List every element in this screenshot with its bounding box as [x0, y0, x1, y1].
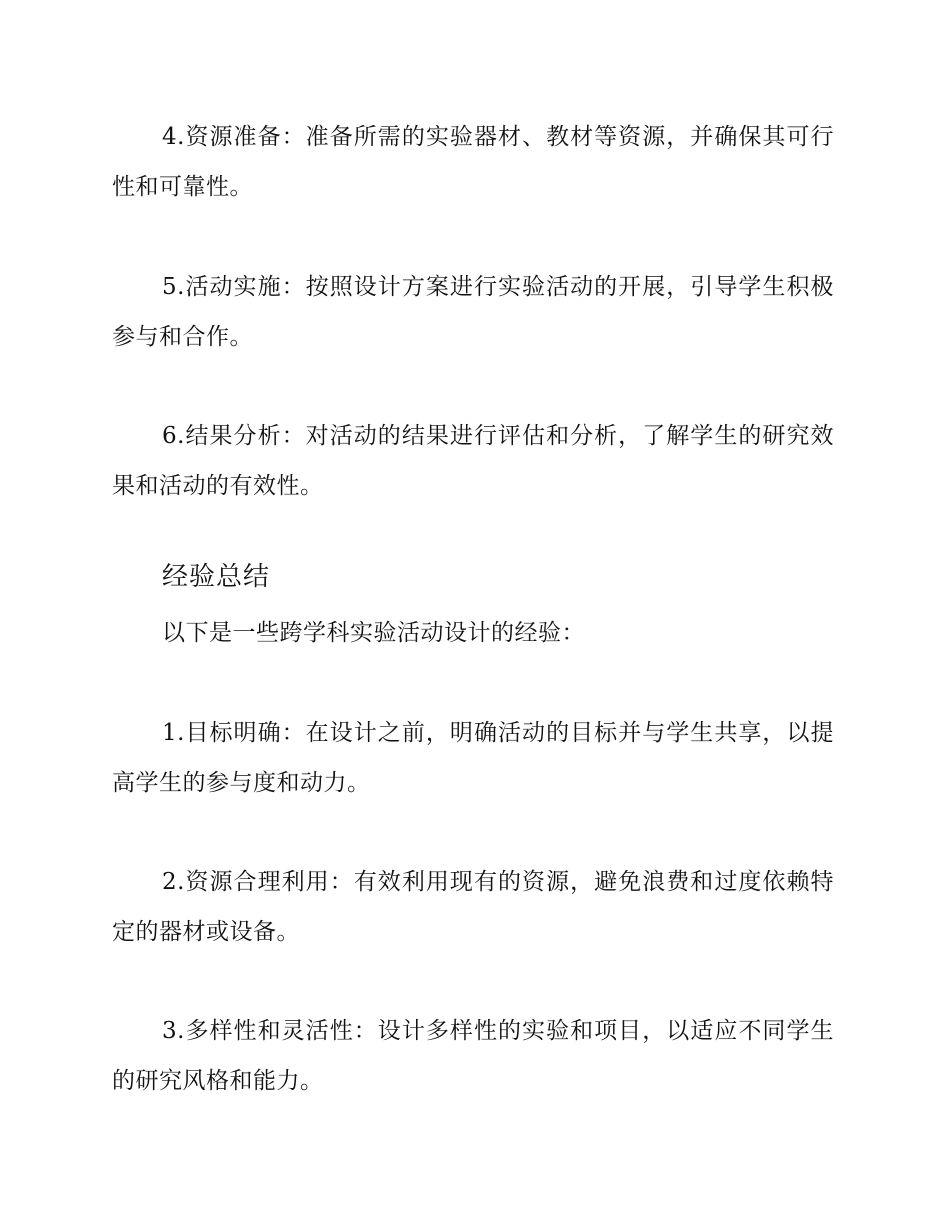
step-result-analysis: 6.结果分析：对活动的结果进行评估和分析，了解学生的研究效果和活动的有效性。	[112, 423, 834, 499]
lesson-resource-utilization: 2.资源合理利用：有效利用现有的资源，避免浪费和过度依赖特定的器材或设备。	[112, 869, 834, 945]
summary-heading: 经验总结	[162, 562, 271, 592]
summary-intro: 以下是一些跨学科实验活动设计的经验：	[162, 620, 585, 646]
lesson-diversity-flexibility: 3.多样性和灵活性：设计多样性的实验和项目，以适应不同学生的研究风格和能力。	[112, 1018, 834, 1094]
step-resource-preparation: 4.资源准备：准备所需的实验器材、教材等资源，并确保其可行性和可靠性。	[112, 124, 834, 200]
lesson-clear-goals: 1.目标明确：在设计之前，明确活动的目标并与学生共享，以提高学生的参与度和动力。	[112, 720, 834, 796]
step-activity-implementation: 5.活动实施：按照设计方案进行实验活动的开展，引导学生积极参与和合作。	[112, 274, 834, 350]
